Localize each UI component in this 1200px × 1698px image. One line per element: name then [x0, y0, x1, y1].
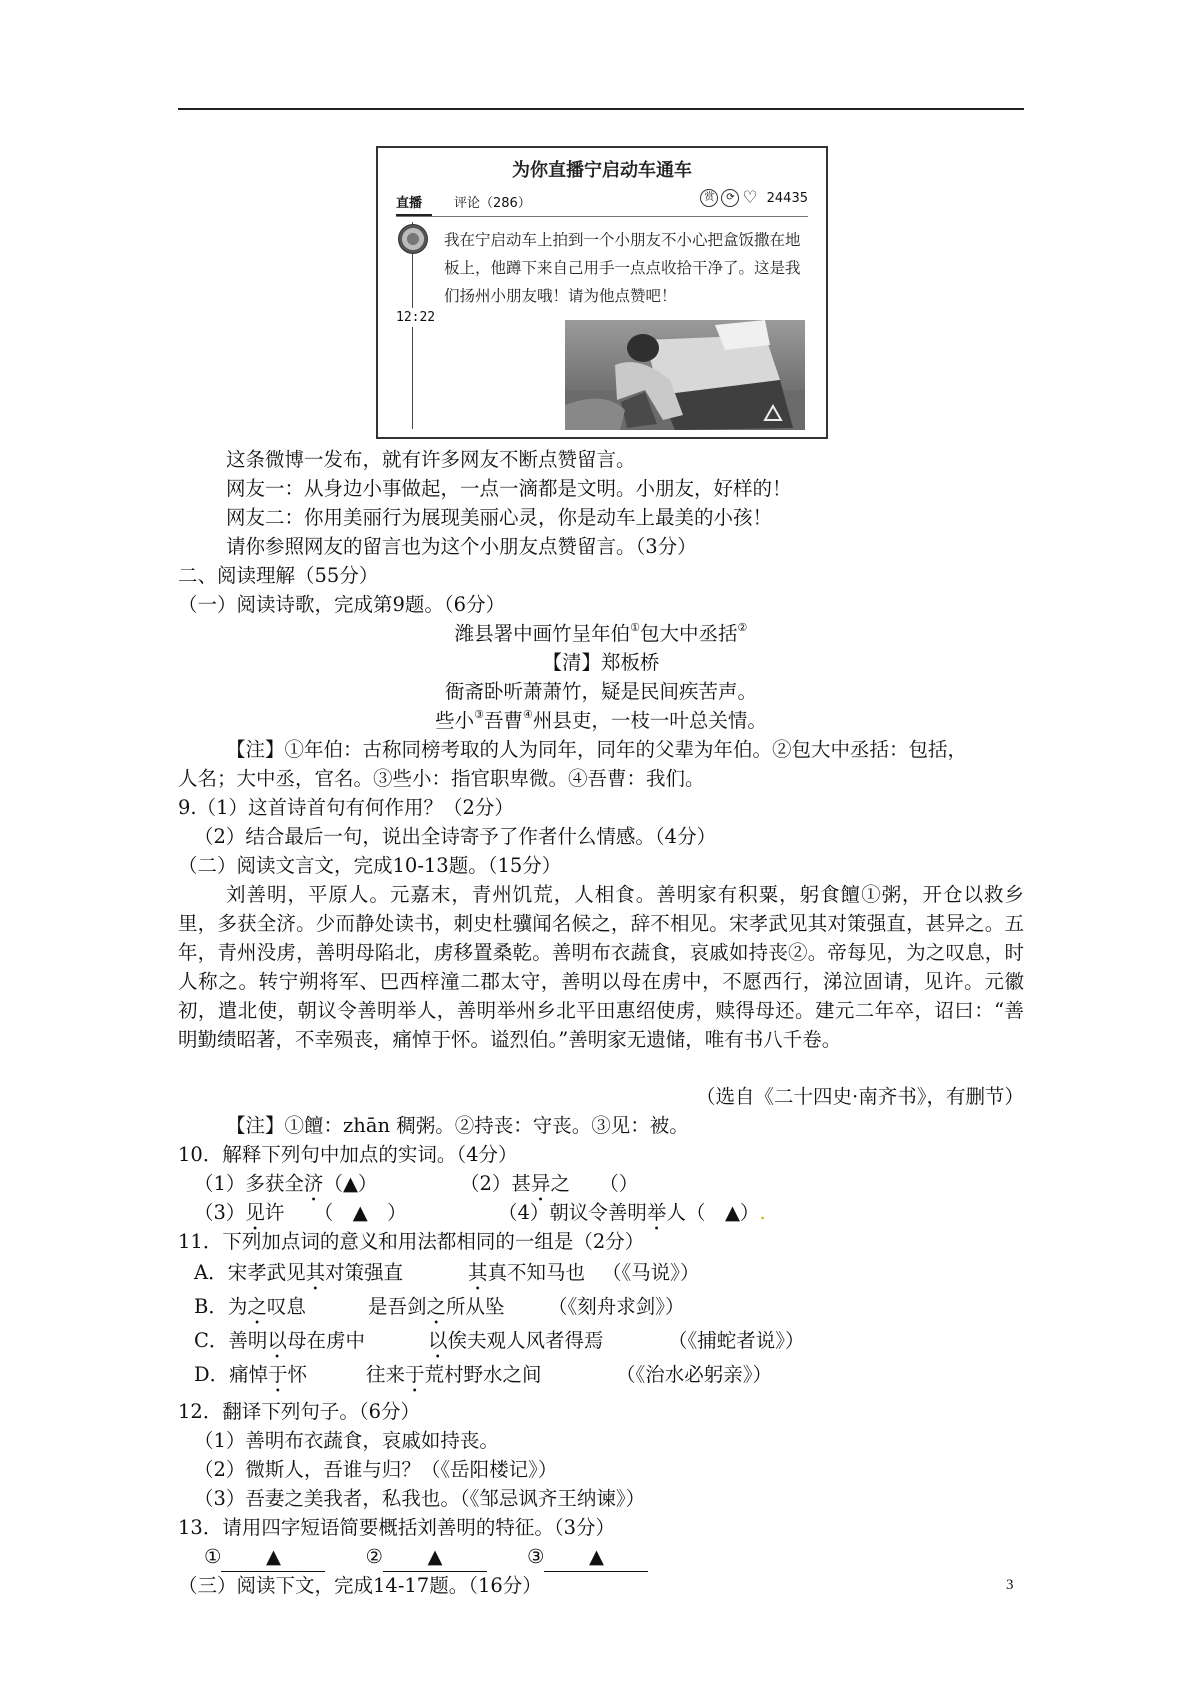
poem-note-2: 人名；大中丞，官名。③些小：指官职卑微。④吾曹：我们。	[178, 767, 705, 790]
poem-verse-1: 衙斋卧听萧萧竹，疑是民间疾苦声。	[444, 680, 757, 703]
section-heading: 二、阅读理解（55分）	[178, 564, 379, 587]
question-11-option-c-compare: 以俟夫观人风者得焉	[428, 1329, 604, 1352]
question-10-item-2: （2）甚异之 （）	[460, 1172, 639, 1195]
tab-live[interactable]: 直播	[396, 196, 423, 211]
post-text: 我在宁启动车上拍到一个小朋友不小心把盒饭撒在地板上，他蹲下来自己用手一点点收拾干净了。这是我们扬州小朋友哦！请为他点赞吧！	[444, 231, 801, 305]
reward-icon[interactable]: 赏	[700, 189, 718, 207]
post-time: 12:22	[396, 310, 436, 325]
intro-line-1: 这条微博一发布，就有许多网友不断点赞留言。	[226, 448, 636, 471]
part1-heading: （一）阅读诗歌，完成第9题。（6分）	[178, 593, 506, 616]
question-10-item-3: （3）见许 （ ▲ ）	[194, 1201, 407, 1224]
part3-heading: （三）阅读下文，完成14-17题。（16分）	[178, 1574, 542, 1597]
question-9-1: 9.（1）这首诗首句有何作用？（2分）	[178, 796, 514, 819]
answer-blank-2[interactable]: ▲	[383, 1542, 487, 1572]
question-11-option-c: C．善明以母在虏中	[194, 1329, 365, 1352]
post-photo	[565, 320, 805, 430]
question-11-option-a: A．宋孝武见其对策强直	[194, 1261, 404, 1284]
tab-comments[interactable]: 评论（286）	[454, 196, 531, 211]
avatar	[398, 224, 428, 254]
question-11-option-b: B．为之叹息	[194, 1295, 306, 1318]
question-12: 12．翻译下列句子。（6分）	[178, 1400, 420, 1423]
classical-passage: 刘善明，平原人。元嘉末，青州饥荒，人相食。善明家有积粟，躬食饘①粥，开仓以救乡里，多获全济。少而静处读书，刺史杜骥闻名候之，辞不相见。宋孝武见其对策强直，甚异之。五年，青州没虏，善明母陷北，虏移置桑乾。善明布衣蔬食，哀戚如持丧②。帝每见，为之叹息，时人称之。转宁朔将军、巴西梓潼二郡太守，善明以母在虏中，不愿西行，涕泣固请，见许。元徽初，遣北使，朝议令善明举人，善明举州乡北平田惠绍使虏，赎得母还。建元二年卒，诏曰：“善明勤绩昭著，不幸殒丧，痛悼于怀。谥烈伯。”善明家无遗储，唯有书八千卷。	[178, 883, 1024, 1051]
poem-verse-2: 些小③吾曹④州县吏，一枝一叶总关情。	[435, 708, 767, 732]
intro-line-2: 网友一：从身边小事做起，一点一滴都是文明。小朋友，好样的！	[226, 477, 792, 500]
question-12-sentence-1: （1）善明布衣蔬食，哀戚如持丧。	[194, 1429, 499, 1452]
question-11-option-b-source: （《刻舟求剑》）	[548, 1295, 685, 1318]
question-9-2: （2）结合最后一句，说出全诗寄予了作者什么情感。（4分）	[194, 825, 717, 848]
tab-divider	[396, 216, 808, 217]
weibo-post-figure	[376, 146, 828, 439]
page-number: 3	[1006, 1577, 1014, 1593]
weibo-actions	[700, 189, 808, 207]
question-10-item-1: （1）多获全济（▲）	[194, 1172, 378, 1195]
heart-icon[interactable]: ♡	[742, 188, 758, 208]
repost-icon[interactable]: ⟳	[721, 189, 739, 207]
poem-note-1: 【注】①年伯：古称同榜考取的人为同年，同年的父辈为年伯。②包大中丞括：包括，	[226, 738, 968, 761]
intro-line-4: 请你参照网友的留言也为这个小朋友点赞留言。（3分）	[226, 535, 697, 558]
passage-source: （选自《二十四史·南齐书》，有删节）	[696, 1085, 1024, 1108]
poem-title: 潍县署中画竹呈年伯①包大中丞括②	[454, 621, 748, 645]
question-12-sentence-2: （2）微斯人，吾谁与归？（《岳阳楼记》）	[194, 1458, 558, 1481]
question-11-option-d-compare: 往来于荒村野水之间	[366, 1363, 542, 1386]
question-10-item-4: （4）朝议令善明举人（ ▲）.	[498, 1201, 766, 1224]
question-11-option-a-compare: 其真不知马也	[468, 1261, 586, 1284]
question-10: 10．解释下列句中加点的实词。（4分）	[178, 1143, 518, 1166]
answer-blank-1[interactable]: ▲	[221, 1542, 325, 1572]
question-11-option-d-source: （《治水必躬亲》）	[616, 1363, 773, 1386]
question-13: 13．请用四字短语简要概括刘善明的特征。（3分）	[178, 1516, 615, 1539]
question-13-answers: ① ▲ ② ▲ ③ ▲	[204, 1542, 648, 1572]
header-rule	[178, 108, 1024, 110]
passage-note: 【注】①饘：zhān 稠粥。②持丧：守丧。③见：被。	[226, 1114, 689, 1137]
weibo-tab-bar	[396, 188, 808, 214]
question-11-option-a-source: （《马说》）	[602, 1261, 700, 1284]
question-12-sentence-3: （3）吾妻之美我者，私我也。（《邹忌讽齐王纳谏》）	[194, 1487, 646, 1510]
part2-heading: （二）阅读文言文，完成10-13题。（15分）	[178, 854, 562, 877]
question-11: 11．下列加点词的意义和用法都相同的一组是（2分）	[178, 1230, 645, 1253]
weibo-title: 为你直播宁启动车通车	[512, 160, 692, 181]
question-11-option-b-compare: 是吾剑之所从坠	[368, 1295, 505, 1318]
question-11-option-d: D．痛悼于怀	[194, 1363, 308, 1386]
question-11-option-c-source: （《捕蛇者说》）	[668, 1329, 805, 1352]
answer-blank-3[interactable]: ▲	[544, 1542, 648, 1572]
poem-author: 【清】郑板桥	[542, 651, 660, 674]
like-count: 24435	[766, 190, 808, 206]
photo-image	[565, 320, 805, 430]
intro-line-3: 网友二：你用美丽行为展现美丽心灵，你是动车上最美的小孩！	[226, 506, 773, 529]
